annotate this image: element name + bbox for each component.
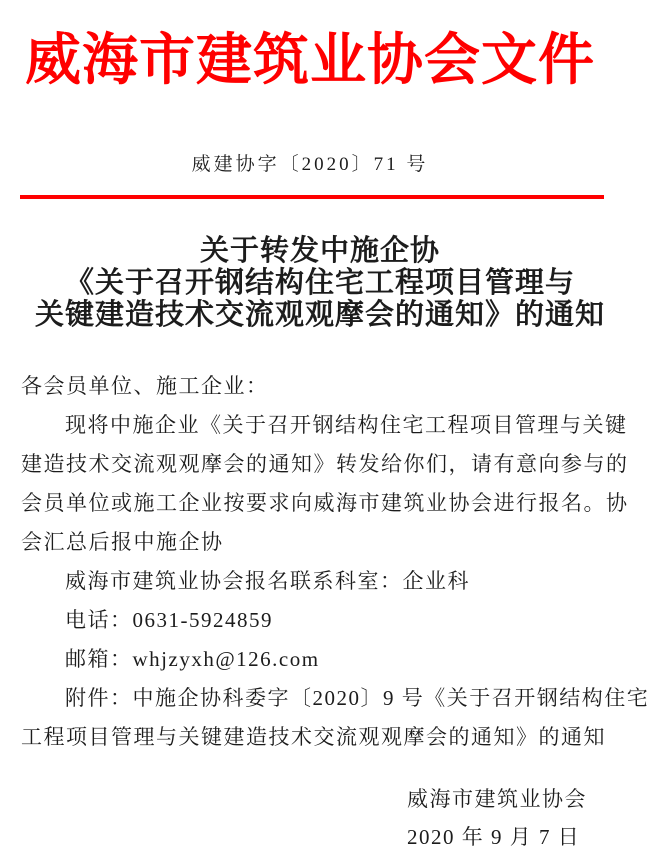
body-text-line: 现将中施企业《关于召开钢结构住宅工程项目管理与关键 <box>65 413 628 437</box>
notice-title-line-2: 《关于召开钢结构住宅工程项目管理与 <box>64 267 575 299</box>
body-text-line: 会员单位或施工企业按要求向威海市建筑业协会进行报名。协 <box>21 491 629 515</box>
salutation-line: 各会员单位、施工企业： <box>21 374 269 398</box>
email-line: 邮箱：whjzyxh@126.com <box>65 647 320 671</box>
notice-body <box>21 367 661 757</box>
attachment-line: 附件：中施企协科委字〔2020〕9 号《关于召开钢结构住宅 <box>65 686 650 710</box>
signature-date: 2020 年 9 月 7 日 <box>407 825 581 849</box>
contact-department-line: 威海市建筑业协会报名联系科室：企业科 <box>65 569 470 593</box>
notice-title <box>0 235 640 331</box>
notice-title-line-3: 关键建造技术交流观观摩会的通知》的通知 <box>34 299 605 331</box>
body-text-line: 会汇总后报中施企协 <box>21 530 224 554</box>
signature-organization: 威海市建筑业协会 <box>407 787 587 811</box>
red-letterhead-title: 威海市建筑业协会文件 <box>25 30 595 92</box>
phone-line: 电话：0631-5924859 <box>65 608 273 632</box>
attachment-line-continued: 工程项目管理与关键建造技术交流观观摩会的通知》的通知 <box>21 725 606 749</box>
red-divider-line <box>20 195 604 199</box>
body-text-line: 建造技术交流观观摩会的通知》转发给你们，请有意向参与的 <box>21 452 629 476</box>
document-reference-number: 威建协字〔2020〕71 号 <box>191 154 429 175</box>
signature-block <box>407 780 587 852</box>
notice-title-line-1: 关于转发中施企协 <box>199 235 440 267</box>
